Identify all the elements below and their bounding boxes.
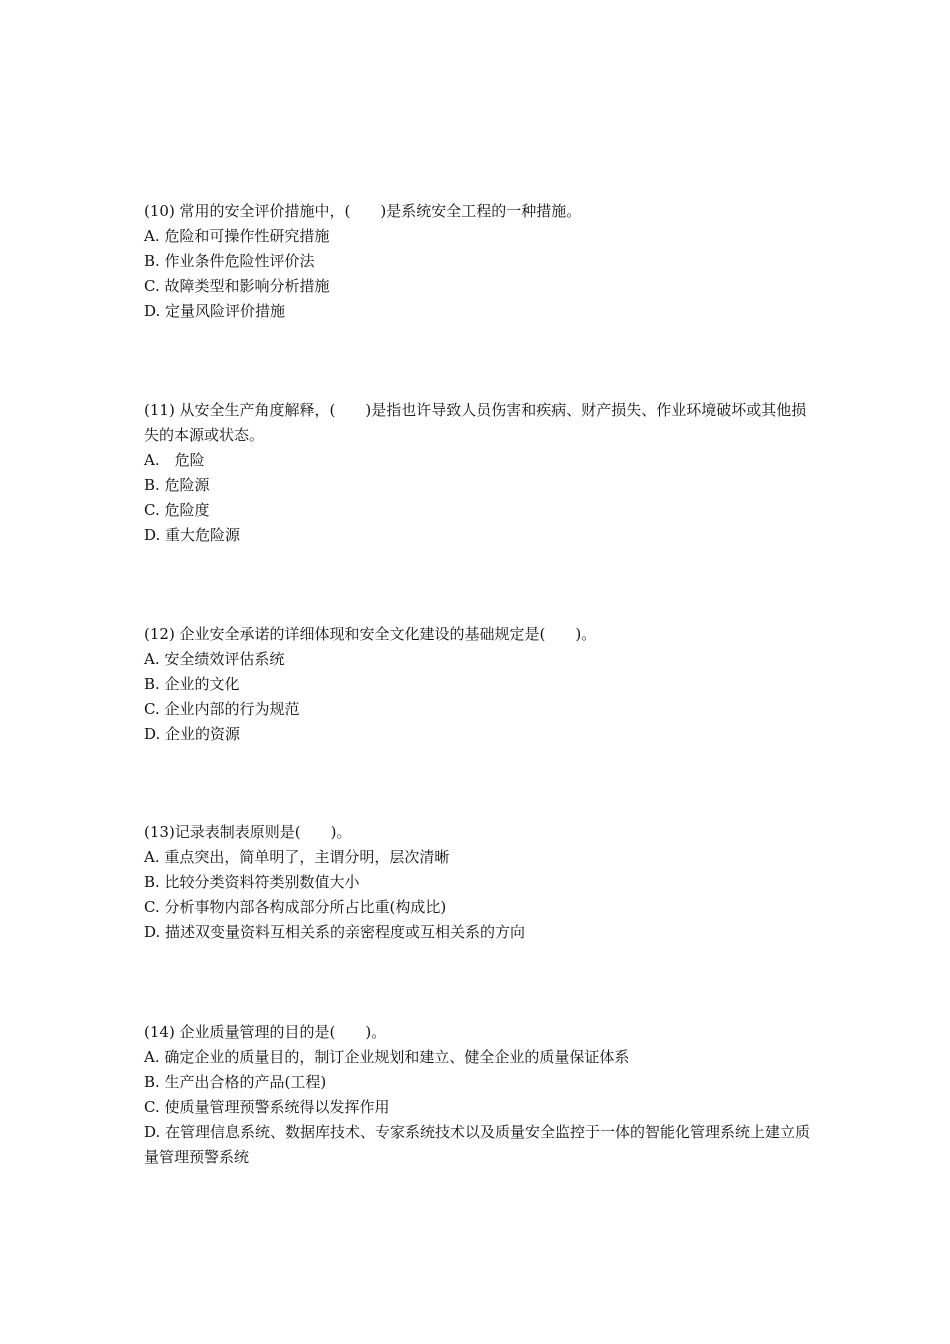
question-stem: (14) 企业质量管理的目的是( )。 (144, 1023, 387, 1041)
option-c: C. 故障类型和影响分析措施 (144, 277, 330, 295)
option-c: C. 分析事物内部各构成部分所占比重(构成比) (144, 898, 447, 916)
option-d: D. 描述双变量资料互相关系的亲密程度或互相关系的方向 (144, 923, 526, 941)
option-d: D. 定量风险评价措施 (144, 302, 286, 320)
option-b: B. 作业条件危险性评价法 (144, 252, 315, 270)
option-c: C. 企业内部的行为规范 (144, 700, 300, 718)
option-a: A. 危险和可操作性研究措施 (144, 227, 330, 245)
option-a: A. 危险 (144, 451, 205, 469)
option-b: B. 企业的文化 (144, 675, 240, 693)
option-a: A. 安全绩效评估系统 (144, 650, 285, 668)
question-stem: (11) 从安全生产角度解释，( )是指也许导致人员伤害和疾病、财产损失、作业环境破坏或其他损失的本源或状态。 (144, 401, 807, 444)
option-d: D. 重大危险源 (144, 526, 241, 544)
option-c: C. 使质量管理预警系统得以发挥作用 (144, 1098, 390, 1116)
option-a: A. 确定企业的质量目的，制订企业规划和建立、健全企业的质量保证体系 (144, 1048, 630, 1066)
question-12 (144, 622, 814, 747)
question-stem: (12) 企业安全承诺的详细体现和安全文化建设的基础规定是( )。 (144, 625, 597, 643)
option-d: D. 企业的资源 (144, 725, 241, 743)
option-b: B. 生产出合格的产品(工程) (144, 1073, 327, 1091)
question-stem: (10) 常用的安全评价措施中，( )是系统安全工程的一种措施。 (144, 202, 582, 220)
option-a: A. 重点突出，简单明了，主谓分明，层次清晰 (144, 848, 450, 866)
question-11 (144, 398, 814, 548)
option-b: B. 比较分类资料符类别数值大小 (144, 873, 360, 891)
question-stem: (13)记录表制表原则是( )。 (144, 823, 352, 841)
question-13 (144, 820, 814, 945)
option-d: D. 在管理信息系统、数据库技术、专家系统技术以及质量安全监控于一体的智能化管理系统上建立质量管理预警系统 (144, 1123, 811, 1166)
question-14 (144, 1020, 814, 1170)
option-c: C. 危险度 (144, 501, 210, 519)
question-10 (144, 199, 814, 324)
option-b: B. 危险源 (144, 476, 210, 494)
